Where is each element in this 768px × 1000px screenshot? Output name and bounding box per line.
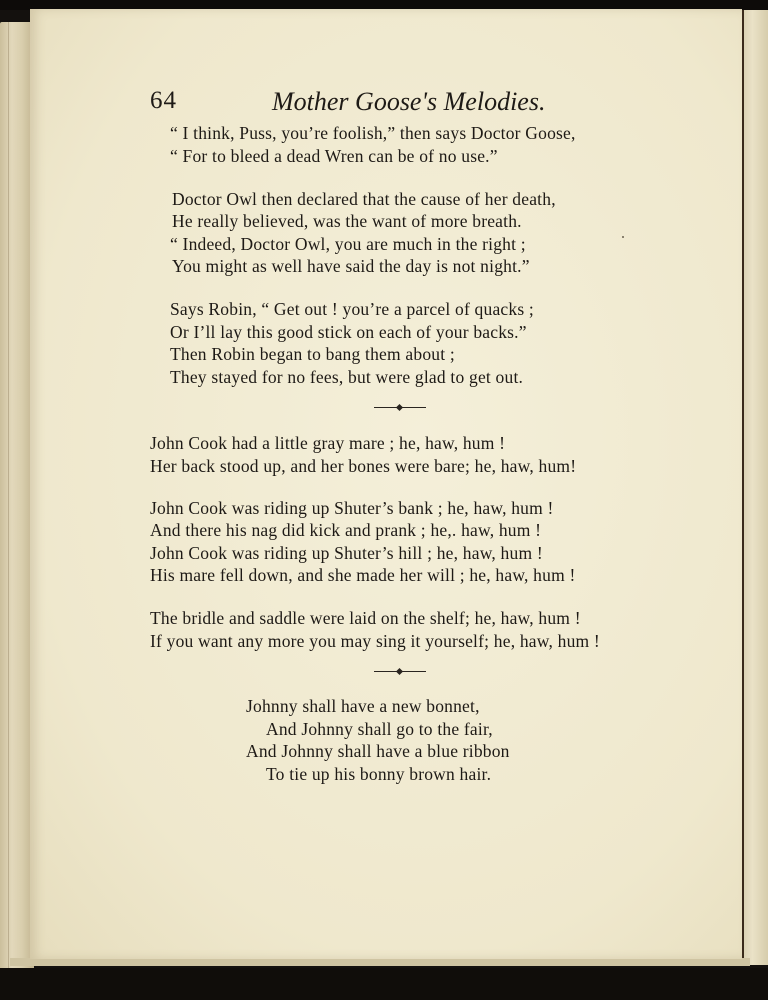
poem-line: Johnny shall have a new bonnet, — [246, 696, 480, 716]
page-edges-right — [742, 10, 768, 965]
running-title: Mother Goose's Melodies. — [272, 87, 546, 116]
page-number: 64 — [150, 87, 177, 114]
section-divider — [374, 407, 426, 408]
poem-line: John Cook was riding up Shuter’s bank ; he, haw, hum ! — [150, 498, 554, 518]
poem-line: Says Robin, “ Get out ! you’re a parcel of quacks ; — [170, 299, 534, 319]
print-speck — [622, 236, 624, 238]
poem-line: And there his nag did kick and prank ; he,. haw, hum ! — [150, 520, 542, 540]
poem-line: To tie up his bonny brown hair. — [266, 764, 492, 784]
page-edge-bottom — [10, 958, 750, 966]
poem-line: “ Indeed, Doctor Owl, you are much in the right ; — [170, 234, 526, 254]
poem-line: John Cook was riding up Shuter’s hill ; he, haw, hum ! — [150, 543, 543, 563]
page — [30, 9, 742, 959]
poem-line: You might as well have said the day is not night.” — [172, 256, 530, 276]
poem-line: His mare fell down, and she made her will ; he, haw, hum ! — [150, 565, 576, 585]
poem-line: He really believed, was the want of more breath. — [172, 211, 522, 231]
book-binding — [0, 22, 34, 972]
poem-line: Doctor Owl then declared that the cause of her death, — [172, 189, 556, 209]
poem-line: And Johnny shall have a blue ribbon — [246, 741, 510, 761]
poem-line: “ I think, Puss, you’re foolish,” then says Doctor Goose, — [170, 123, 576, 143]
section-divider — [374, 671, 426, 672]
poem-line: The bridle and saddle were laid on the shelf; he, haw, hum ! — [150, 608, 581, 628]
scan-bottom-border — [0, 968, 768, 1000]
poem-line: Her back stood up, and her bones were bare; he, haw, hum! — [150, 456, 577, 476]
poem-line: John Cook had a little gray mare ; he, haw, hum ! — [150, 433, 506, 453]
poem-line: “ For to bleed a dead Wren can be of no use.” — [170, 146, 498, 166]
poem-line: If you want any more you may sing it yourself; he, haw, hum ! — [150, 631, 600, 651]
poem-line: Or I’ll lay this good stick on each of your backs.” — [170, 322, 527, 342]
page-header — [150, 87, 570, 127]
poem-line: Then Robin began to bang them about ; — [170, 344, 455, 364]
poem-line: They stayed for no fees, but were glad to get out. — [170, 367, 524, 387]
poem-line: And Johnny shall go to the fair, — [266, 719, 493, 739]
